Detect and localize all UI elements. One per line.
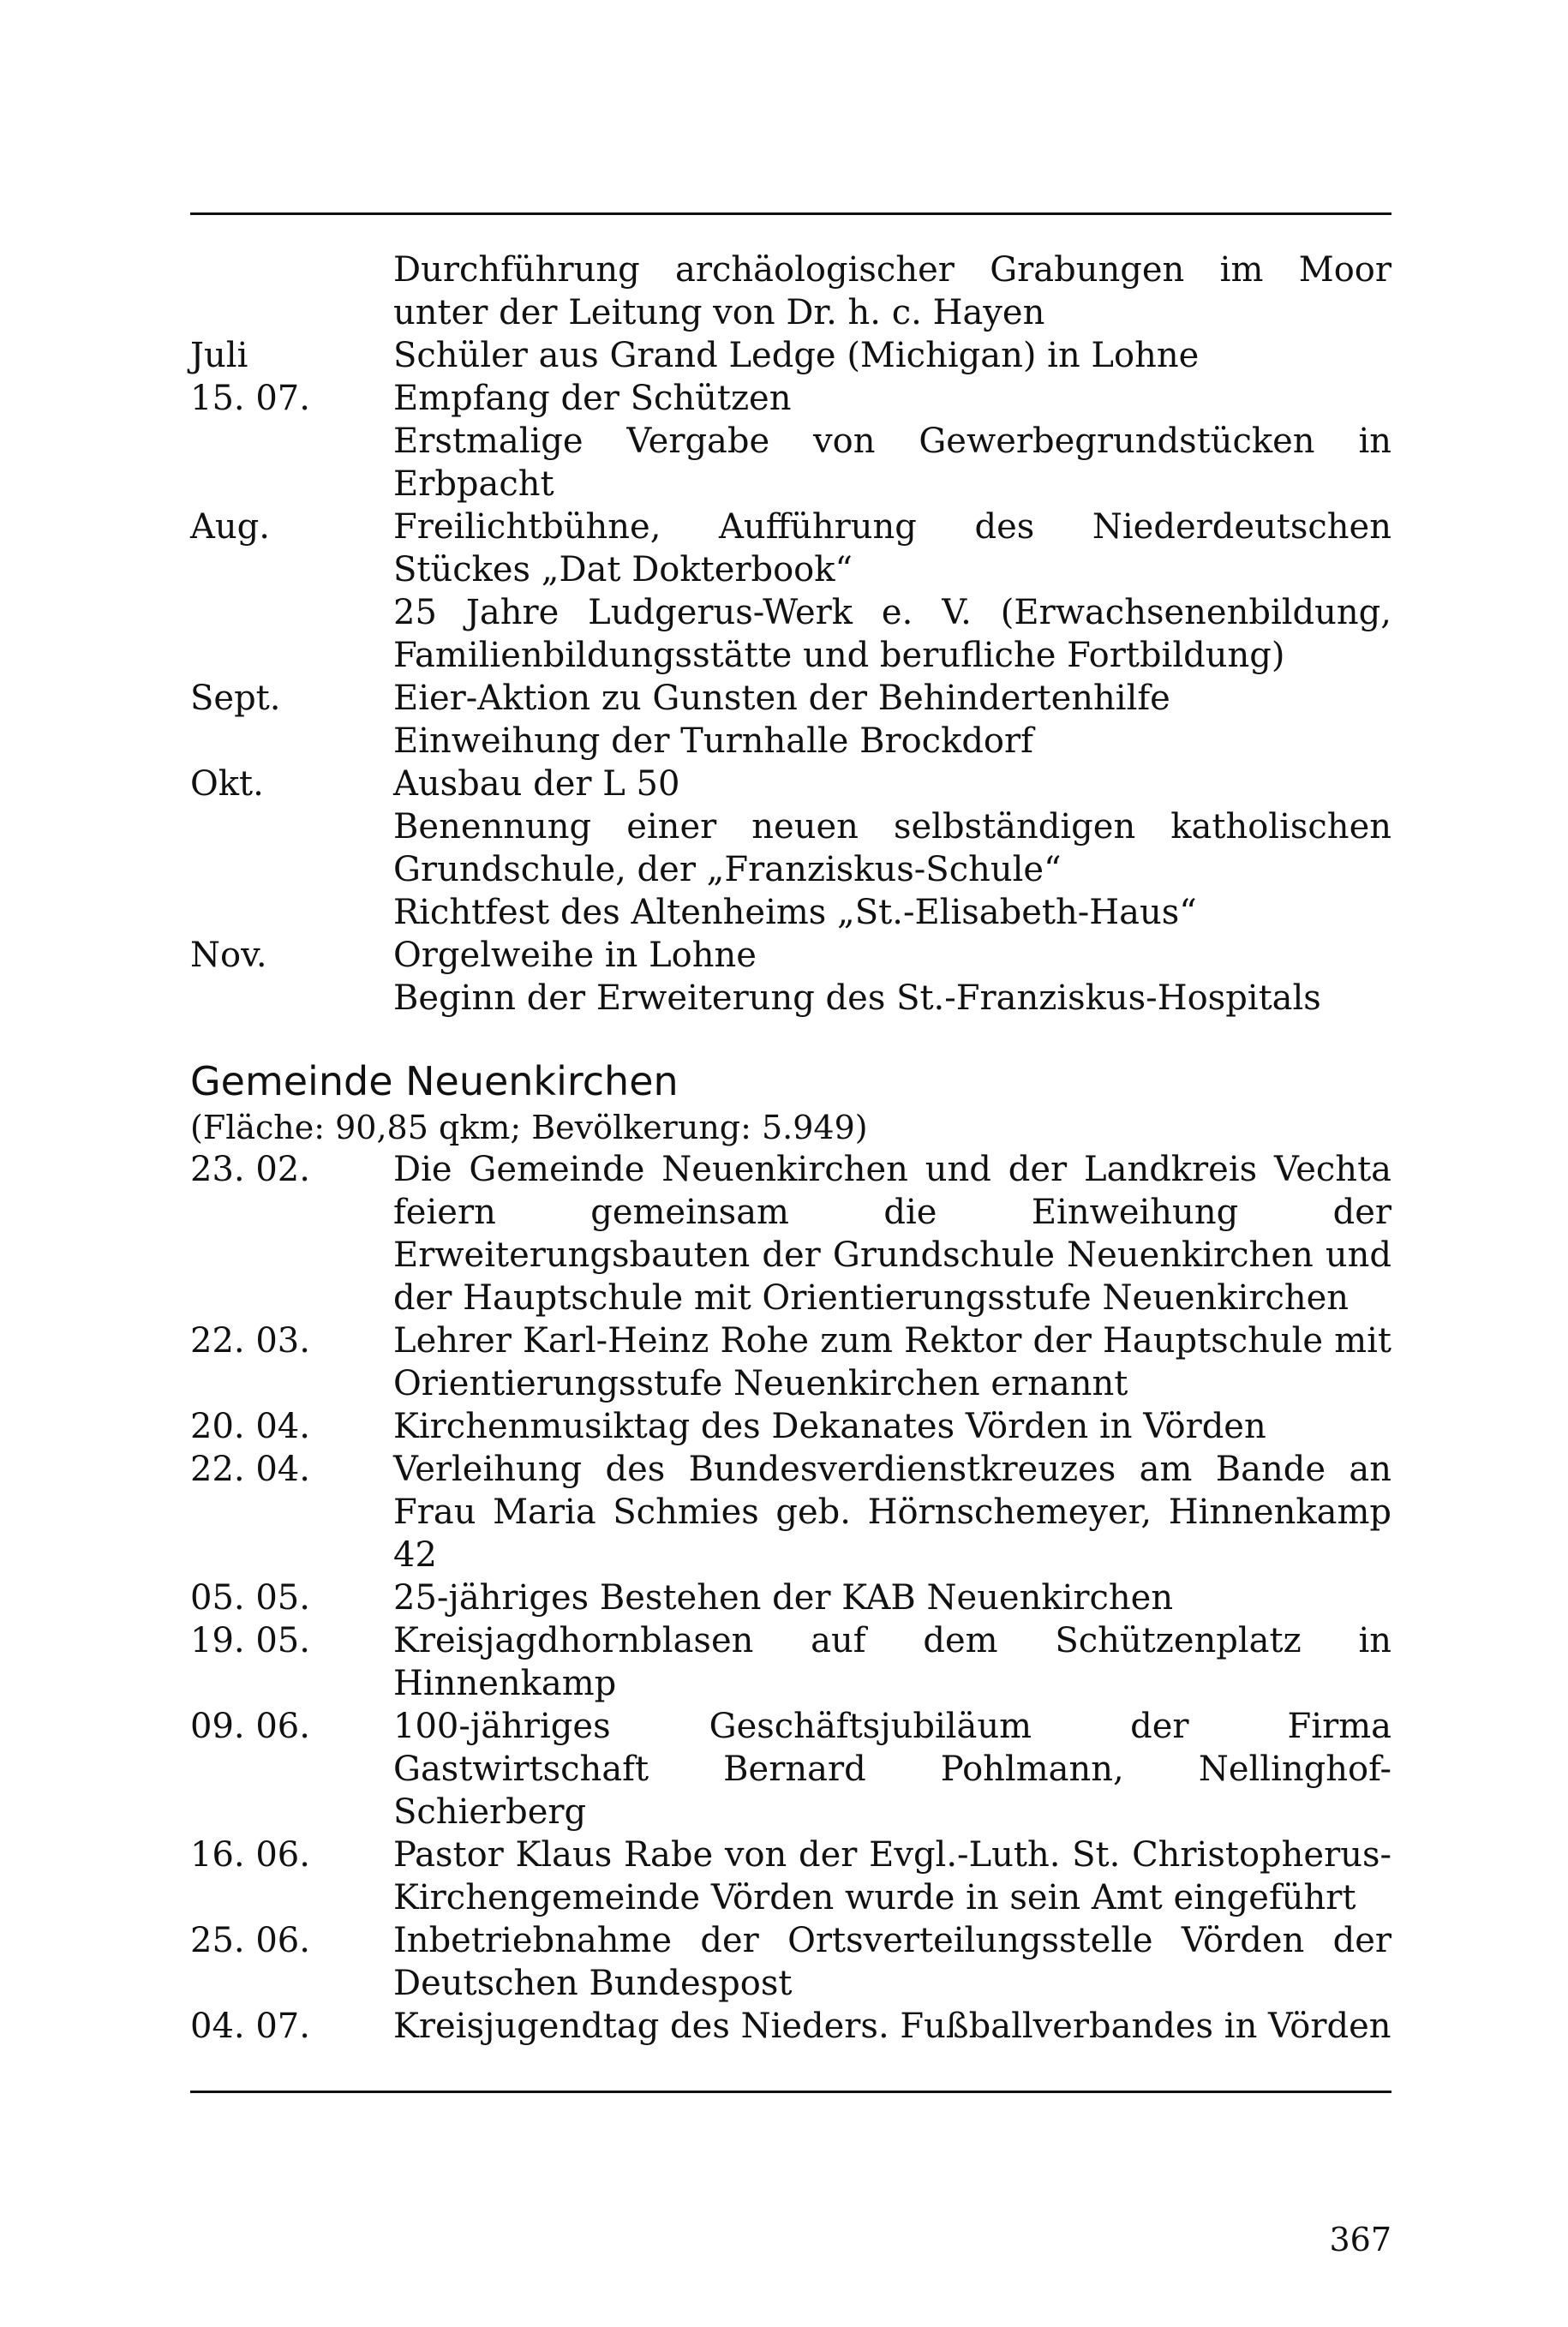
- chronicle-entry: [190, 1405, 1391, 1448]
- entry-text: 25-jähriges Bestehen der KAB Neuenkirchen: [393, 1578, 1174, 1618]
- entry-text: Beginn der Erweiterung des St.-Franziskus-Hospitals: [393, 978, 1321, 1018]
- entry-text: Einweihung der Turnhalle Brockdorf: [393, 721, 1033, 761]
- entry-date: 15. 07.: [190, 379, 310, 418]
- chronicle-entry: [190, 934, 1391, 977]
- entry-date: Nov.: [190, 936, 267, 975]
- chronicle-entry: [190, 505, 1391, 591]
- top-rule: [190, 212, 1391, 215]
- section-title: Gemeinde Neuenkirchen: [190, 1058, 679, 1104]
- entry-text: Richtfest des Altenheims „St.-Elisabeth-Haus“: [393, 893, 1197, 932]
- entry-text: Pastor Klaus Rabe von der Evgl.-Luth. St. Christopherus-Kirchengemeinde Vörden wurde in sein Amt eingeführt: [393, 1835, 1391, 1917]
- entry-text: Lehrer Karl-Heinz Rohe zum Rektor der Hauptschule mit Orientierungsstufe Neuenkirchen ernannt: [393, 1321, 1391, 1403]
- chronicle-entry: [190, 248, 1391, 334]
- entry-text: Freilichtbühne, Aufführung des Niederdeutschen Stückes „Dat Dokterbook“: [393, 507, 1391, 589]
- entry-date: Juli: [190, 336, 248, 375]
- entry-date: 04. 07.: [190, 2007, 310, 2046]
- entry-date: 25. 06.: [190, 1921, 310, 1960]
- entry-text: Ausbau der L 50: [393, 764, 680, 804]
- chronicle-entry: [190, 334, 1391, 377]
- entry-date: Sept.: [190, 679, 281, 718]
- chronicle-entry: [190, 977, 1391, 1020]
- entry-date: 23. 02.: [190, 1150, 310, 1189]
- entry-date: 05. 05.: [190, 1578, 310, 1618]
- entry-text: 100-jähriges Geschäftsjubiläum der Firma Gastwirtschaft Bernard Pohlmann, Nellinghof-Schierberg: [393, 1707, 1391, 1832]
- entry-text: Empfang der Schützen: [393, 379, 792, 418]
- entry-text: Eier-Aktion zu Gunsten der Behindertenhilfe: [393, 679, 1170, 718]
- chronicle-entry: [190, 377, 1391, 420]
- entry-text: Inbetriebnahme der Ortsverteilungsstelle Vörden der Deutschen Bundespost: [393, 1921, 1391, 2003]
- chronicle-entry: [190, 1919, 1391, 2005]
- entry-date: Aug.: [190, 507, 270, 547]
- entry-text: 25 Jahre Ludgerus-Werk e. V. (Erwachsenenbildung, Familienbildungsstätte und berufliche Fortbildung): [393, 593, 1391, 675]
- chronicle-entry: [190, 2005, 1391, 2048]
- entry-text: Schüler aus Grand Ledge (Michigan) in Lohne: [393, 336, 1200, 375]
- entry-date: Okt.: [190, 764, 264, 804]
- chronicle-entry: [190, 1833, 1391, 1919]
- entry-text: Die Gemeinde Neuenkirchen und der Landkreis Vechta feiern gemeinsam die Einweihung der Erweiterungsbauten der Grundschule Neuenkirchen und der Hauptschule mit Orientierungsstufe Neuenkirchen: [393, 1150, 1391, 1318]
- entry-date: 22. 04.: [190, 1450, 310, 1489]
- chronicle-entry: [190, 1319, 1391, 1405]
- chronicle-entry: [190, 1448, 1391, 1576]
- entry-date: 09. 06.: [190, 1707, 310, 1746]
- chronicle-entry: [190, 805, 1391, 891]
- entry-date: 16. 06.: [190, 1835, 310, 1875]
- entry-text: Erstmalige Vergabe von Gewerbegrundstücken in Erbpacht: [393, 422, 1391, 504]
- entry-text: Kirchenmusiktag des Dekanates Vörden in Vörden: [393, 1407, 1266, 1446]
- entry-text: Kreisjagdhornblasen auf dem Schützenplatz in Hinnenkamp: [393, 1621, 1391, 1703]
- entry-text: Kreisjugendtag des Nieders. Fußballverbandes in Vörden: [393, 2007, 1391, 2046]
- chronicle-entry: [190, 1148, 1391, 1319]
- chronicle-entry: [190, 891, 1391, 934]
- chronicle-entry: [190, 1576, 1391, 1619]
- chronicle-entry: [190, 1705, 1391, 1833]
- entry-text: Benennung einer neuen selbständigen katholischen Grundschule, der „Franziskus-Schule“: [393, 807, 1391, 889]
- entry-text: Durchführung archäologischer Grabungen im Moor unter der Leitung von Dr. h. c. Hayen: [393, 250, 1391, 332]
- page-number: 367: [1329, 2221, 1391, 2258]
- entry-date: 22. 03.: [190, 1321, 310, 1361]
- entry-date: 19. 05.: [190, 1621, 310, 1660]
- chronicle-entry: [190, 720, 1391, 763]
- chronicle-entry: [190, 420, 1391, 505]
- chronicle-block-lohne: [190, 248, 1391, 1020]
- chronicle-block-neuenkirchen: [190, 1056, 1391, 2048]
- chronicle-entry: [190, 763, 1391, 805]
- section-subtitle: (Fläche: 90,85 qkm; Bevölkerung: 5.949): [190, 1109, 868, 1146]
- chronicle-entry: [190, 591, 1391, 677]
- entry-date: 20. 04.: [190, 1407, 310, 1446]
- entry-text: Orgelweihe in Lohne: [393, 936, 757, 975]
- bottom-rule: [190, 2091, 1391, 2093]
- chronicle-entry: [190, 1619, 1391, 1705]
- chronicle-entry: [190, 677, 1391, 720]
- entry-text: Verleihung des Bundesverdienstkreuzes am Bande an Frau Maria Schmies geb. Hörnschemeyer, Hinnenkamp 42: [393, 1450, 1391, 1575]
